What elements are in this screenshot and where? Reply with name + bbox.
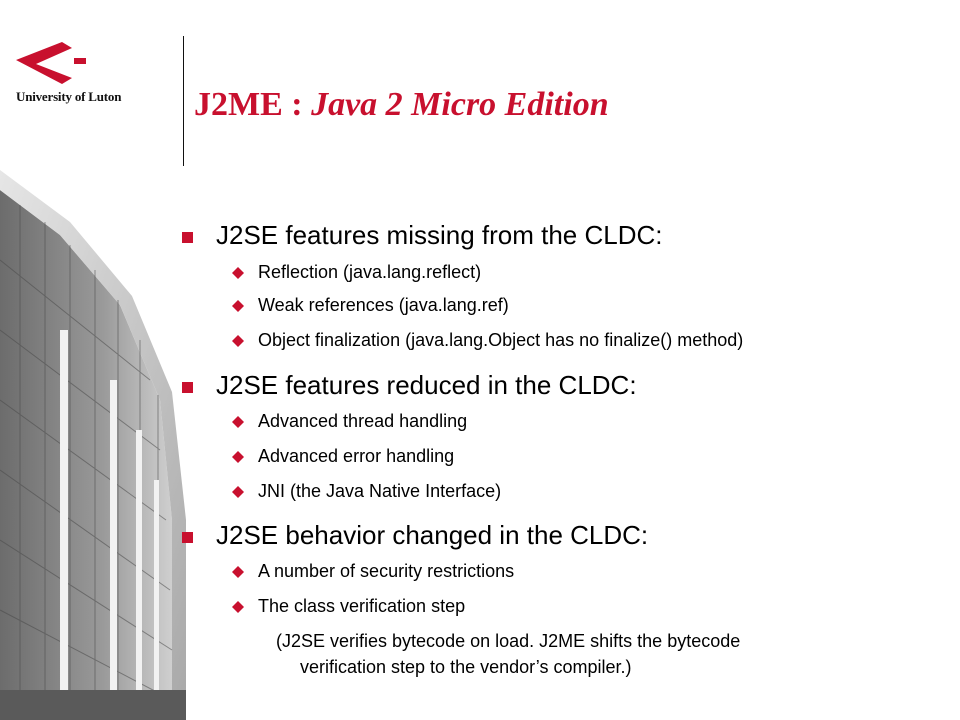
title-italic: Java 2 Micro Edition	[311, 86, 609, 123]
university-logo-icon	[12, 38, 182, 118]
list-item: The class verification step	[258, 596, 465, 617]
square-bullet-icon	[182, 232, 193, 243]
list-item: Advanced thread handling	[258, 411, 467, 432]
list-item: Advanced error handling	[258, 446, 454, 467]
list-item: Object finalization (java.lang.Object has no finalize() method)	[258, 330, 743, 351]
square-bullet-icon	[182, 382, 193, 393]
diamond-bullet-icon	[232, 451, 244, 463]
list-item: JNI (the Java Native Interface)	[258, 481, 501, 502]
diamond-bullet-icon	[232, 335, 244, 347]
list-item: Reflection (java.lang.reflect)	[258, 262, 481, 283]
section-heading: J2SE features missing from the CLDC:	[216, 220, 663, 251]
verification-note	[276, 628, 740, 680]
square-bullet-icon	[182, 532, 193, 543]
list-item: Weak references (java.lang.ref)	[258, 295, 509, 316]
note-line-2: verification step to the vendor’s compiler.)	[300, 657, 632, 677]
diamond-bullet-icon	[232, 566, 244, 578]
header-divider	[183, 36, 184, 166]
section-heading: J2SE features reduced in the CLDC:	[216, 370, 637, 401]
diamond-bullet-icon	[232, 267, 244, 279]
diamond-bullet-icon	[232, 416, 244, 428]
title-main: J2ME :	[194, 86, 312, 123]
diamond-bullet-icon	[232, 601, 244, 613]
list-item: A number of security restrictions	[258, 561, 514, 582]
note-line-1: (J2SE verifies bytecode on load. J2ME shifts the bytecode	[276, 631, 741, 651]
section-heading: J2SE behavior changed in the CLDC:	[216, 520, 648, 551]
logo-text: University of Luton	[16, 89, 122, 104]
slide-title	[194, 86, 609, 124]
diamond-bullet-icon	[232, 486, 244, 498]
diamond-bullet-icon	[232, 300, 244, 312]
